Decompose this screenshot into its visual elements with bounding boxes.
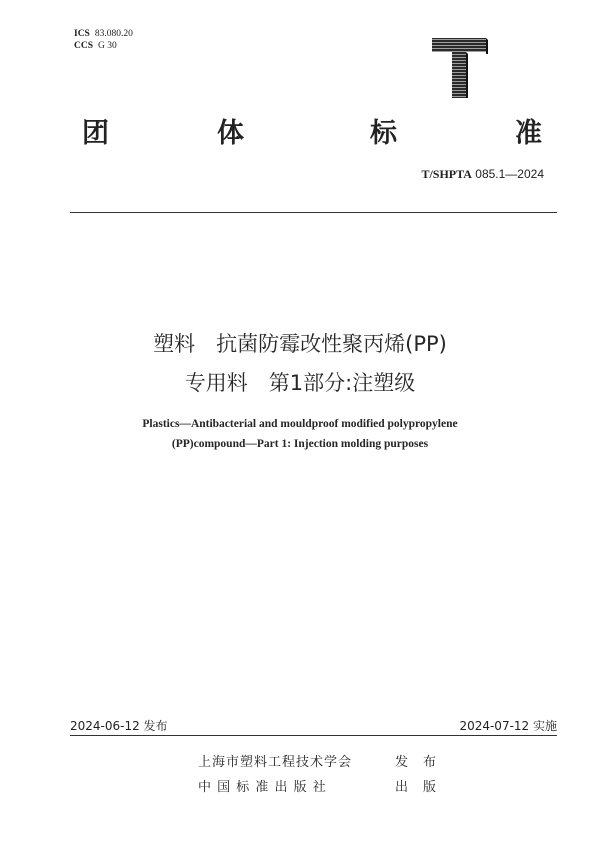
ics-code: ICS 83.080.20 bbox=[74, 29, 133, 39]
standard-type-char-2: 体 bbox=[217, 118, 244, 149]
standard-type-char-4: 准 bbox=[515, 118, 542, 149]
printer-name: 中 国 标 准 出 版 社 bbox=[198, 780, 327, 795]
title-en-line1: Plastics—Antibacterial and mouldproof modified polypropylene bbox=[142, 418, 458, 430]
standard-type-char-3: 标 bbox=[370, 118, 397, 149]
title-en-line2: (PP)compound—Part 1: Injection molding purposes bbox=[171, 438, 429, 450]
ccs-code: CCS G 30 bbox=[74, 41, 117, 51]
document-number: T/SHPTA 085.1—2024 bbox=[421, 167, 544, 181]
printer-role: 出 版 bbox=[395, 780, 438, 795]
top-divider bbox=[70, 212, 557, 213]
title-cn-line1: 塑料 抗菌防霉改性聚丙烯(PP) bbox=[153, 332, 447, 356]
title-cn-line2: 专用料 第1部分:注塑级 bbox=[184, 371, 416, 395]
standard-type-logo bbox=[432, 38, 488, 98]
classification-codes bbox=[74, 28, 133, 52]
standard-type-char-1: 团 bbox=[82, 118, 109, 149]
implementation-date: 2024-07-12 实施 bbox=[459, 719, 557, 733]
issue-date: 2024-06-12 发布 bbox=[70, 719, 168, 733]
issuer-role: 发 布 bbox=[395, 755, 438, 770]
bottom-divider bbox=[70, 735, 557, 736]
issuer-name: 上海市塑料工程技术学会 bbox=[198, 755, 353, 770]
